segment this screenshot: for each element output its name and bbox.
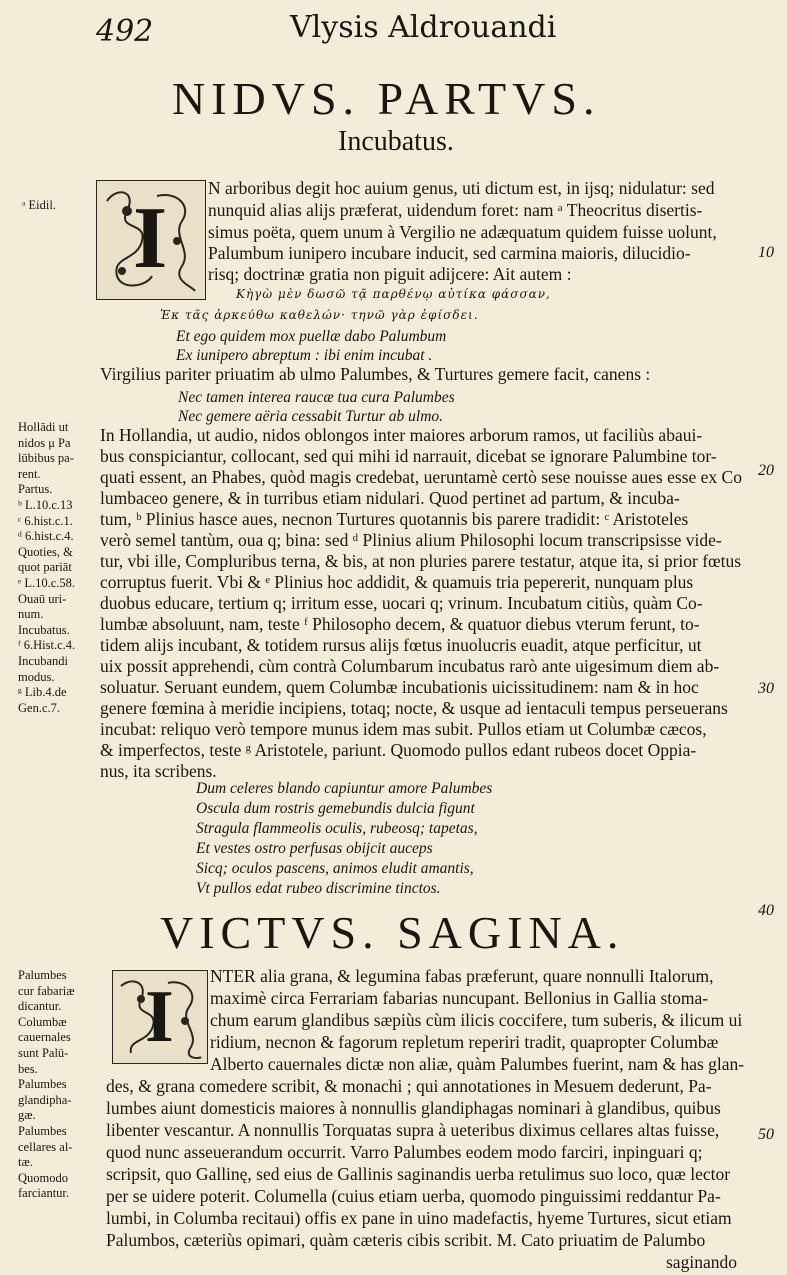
- line-number: 30: [758, 680, 774, 697]
- paragraph-line: quati essent, an Phabes, quòd magis credebat, ueruntamè certò sese nouisse aues esse ex Co: [100, 467, 742, 487]
- section-subtitle-incubatus: Incubatus.: [338, 126, 454, 157]
- section-title-nidus: NIDVS. PARTVS.: [172, 73, 601, 124]
- margin-notes-2: Palumbes cur fabariæ dicantur. Columbæ cauernales sunt Palū- bes. Palumbes glandipha- gæ. Palumbes cellares al- tæ. Quomodo farciantur.: [18, 968, 75, 1201]
- margin-ref-eidil: ᵃ Eidil.: [22, 198, 56, 212]
- paragraph-line: uix possit apprehendi, cùm contrà Columbarum incubatus rarò ante uigesimum diem ab-: [100, 656, 720, 676]
- line-number: 10: [758, 244, 774, 261]
- initial-letter-2: I: [145, 976, 174, 1058]
- section2-line: quod nunc asseuerandum occurrit. Varro Palumbes eodem modo farciri, inpinguari q;: [106, 1142, 703, 1162]
- section2-line: ridium, necnon & fagorum repletum reperiri tradit, quapropter Columbæ: [210, 1032, 719, 1052]
- section2-line: lumbi, in Columba recitaui) offis ex pane in uino madefactis, hyeme Turtures, sicut etiam: [106, 1208, 732, 1228]
- paragraph-line: corruptus fuerit. Vbi & ᵉ Plinius hoc addidit, & quamuis tria pepererit, nunquam plus: [100, 572, 694, 592]
- paragraph-line: tur, vbi ille, Compluribus terna, & bis, at non pluries parere testatur, atque ita, si prior fœtus: [100, 551, 742, 571]
- paragraph-line: tidem alijs incubant, & totidem rursus alijs fœtus inuolucris euadit, atque perficitur, ut: [100, 635, 702, 655]
- opening-line-1: N arboribus degit hoc auium genus, uti dictum est, in ijsq; nidulatur: sed: [208, 178, 715, 198]
- decorated-initial-1: [96, 180, 206, 300]
- section2-catchword: saginando: [666, 1252, 737, 1272]
- paragraph-line: nus, ita scribens.: [100, 761, 217, 781]
- oppian-verse-line: Dum celeres blando capiuntur amore Palumbes: [196, 780, 493, 797]
- paragraph-line: lumbæ absoluunt, nam, teste ᶠ Philosopho decem, & quatuor diebus vterum ferunt, to-: [100, 614, 700, 634]
- line-number: 20: [758, 462, 774, 479]
- virgil-intro: Virgilius pariter priuatim ab ulmo Palumbes, & Turtures gemere facit, canens :: [100, 364, 651, 384]
- latin-verse-1-line-1: Et ego quidem mox puellæ dabo Palumbum: [176, 328, 447, 345]
- section2-line: libenter vescantur. A nonnullis Torquatas supra à ueteribus diximus cellares altas fuisse,: [106, 1120, 720, 1140]
- paragraph-line: & imperfectos, teste ᵍ Aristotele, pariunt. Quomodo pullos edant rubeos docet Oppia-: [100, 740, 697, 760]
- paragraph-line: tum, ᵇ Plinius hasce aues, necnon Turtures quotannis bis parere tradidit: ᶜ Aristoteles: [100, 509, 689, 529]
- initial-letter-1: I: [133, 190, 168, 287]
- latin-verse-1-line-2: Ex iunipero abreptum : ibi enim incubat .: [176, 347, 433, 364]
- decorated-initial-2: [112, 970, 208, 1064]
- opening-line-5: risq; doctrinæ gratia non piguit adijcere: Ait autem :: [208, 264, 572, 284]
- paragraph-line: incubat: reliquo verò tempore munus idem mas subit. Pullos etiam ut Columbæ cæcos,: [100, 719, 707, 739]
- section2-line: maximè circa Ferrariam fabarias nuncupant. Bellonius in Gallia stoma-: [210, 988, 709, 1008]
- virgil-verse-line-2: Nec gemere aëria cessabit Turtur ab ulmo.: [178, 408, 444, 425]
- running-title: Vlysis Aldrouandi: [290, 10, 557, 45]
- line-number: 50: [758, 1126, 774, 1143]
- section2-line: lumbes aiunt domesticis maiores à nonnullis glandiphagas nominari à glandibus, quibus: [106, 1098, 721, 1118]
- section2-line: des, & grana comedere scribit, & monachi ; qui annotationes in Mesuem dederunt, Pa-: [106, 1076, 712, 1096]
- opening-line-2: nunquid alias alijs præferat, uidendum foret: nam ᵃ Theocritus disertis-: [208, 200, 703, 220]
- section2-line: NTER alia grana, & legumina fabas præferunt, quare nonnulli Italorum,: [210, 966, 714, 986]
- paragraph-line: genere fœmina à meridie incipiens, totaq; nocte, & usque ad ientaculi tempus perseuerans: [100, 698, 728, 718]
- oppian-verse-line: Sicq; oculos pascens, animos eludit amantis,: [196, 860, 474, 877]
- page-number: 492: [96, 14, 154, 49]
- section-title-victus: VICTVS. SAGINA.: [160, 907, 625, 958]
- oppian-verse-line: Oscula dum rostris gemebundis dulcia figunt: [196, 800, 475, 817]
- section2-line: Palumbos, cæteriùs opimari, quàm cæteris cibis scribit. M. Cato priuatim de Palumbo: [106, 1230, 706, 1250]
- paragraph-line: In Hollandia, ut audio, nidos oblongos inter maiores arborum ramos, ut faciliùs abaui-: [100, 425, 703, 445]
- paragraph-line: duobus educare, tertium q; irritum esse, uocari q; vrinum. Incubatum citiùs, quàm Co-: [100, 593, 703, 613]
- section2-line: per se uidere poterit. Columella (cuius etiam uerba, quomodo pinguissimi reddantur Pa-: [106, 1186, 721, 1206]
- greek-verse-line-2: Ἐκ τᾶς ἀρκεύθω καθελών· τηνῶ γὰρ ἐφίσδει.: [160, 308, 479, 322]
- oppian-verse-line: Vt pullos edat rubeo discrimine tinctos.: [196, 880, 441, 897]
- section2-line: chum earum glandibus sæpiùs cùm ilicis coccifere, tum suberis, & ilicum ui: [210, 1010, 743, 1030]
- paragraph-line: verò semel tantùm, oua q; bina: sed ᵈ Plinius alium Philosophi locum transcripsisse vide-: [100, 530, 722, 550]
- line-number: 40: [758, 902, 774, 919]
- paragraph-line: lumbaceo genere, & in turribus etiam nidulari. Quod pertinet ad partum, & incuba-: [100, 488, 680, 508]
- greek-verse-line-1: Κὴγὼ μὲν δωσῶ τᾷ παρθένῳ αὐτίκα φάσσαν,: [236, 287, 551, 301]
- virgil-verse-line-1: Nec tamen interea raucæ tua cura Palumbes: [178, 389, 455, 406]
- section2-line: scripsit, quo Gallinę, sed eius de Gallinis saginandis uerba retulimus suo loco, quæ lector: [106, 1164, 731, 1184]
- section2-line: Alberto cauernales dictæ non aliæ, quàm Palumbes fuerint, nam & has glan-: [210, 1054, 745, 1074]
- margin-notes-1: Hollādi ut nidos μ Pa lūbibus pa- rent. Partus. ᵇ L.10.c.13 ᶜ 6.hist.c.1. ᵈ 6.hist.c.4. Quoties, & quot pariāt ᵉ L.10.c.58. Ouaū uri- num. Incubatus. ᶠ 6.Hist.c.4. Incubandi modus. ᵍ Lib.4.de Gen.c.7.: [18, 420, 76, 715]
- oppian-verse-line: Et vestes ostro perfusas obijcit auceps: [196, 840, 433, 857]
- opening-line-3: simus poëta, quem unum à Vergilio ne adæquatum quidem fuisse uolunt,: [208, 222, 717, 242]
- paragraph-line: bus conspiciantur, collocant, sed qui mihi id narrauit, dicebat se ignorare Palumbine tor-: [100, 446, 717, 466]
- opening-line-4: Palumbum iunipero incubare inducit, sed carmina maioris, dilucidio-: [208, 243, 691, 263]
- paragraph-line: soluatur. Seruant eundem, quem Columbæ incubationis uicissitudinem: nam & in hoc: [100, 677, 699, 697]
- oppian-verse-line: Stragula flammeolis oculis, rubeosq; tapetas,: [196, 820, 478, 837]
